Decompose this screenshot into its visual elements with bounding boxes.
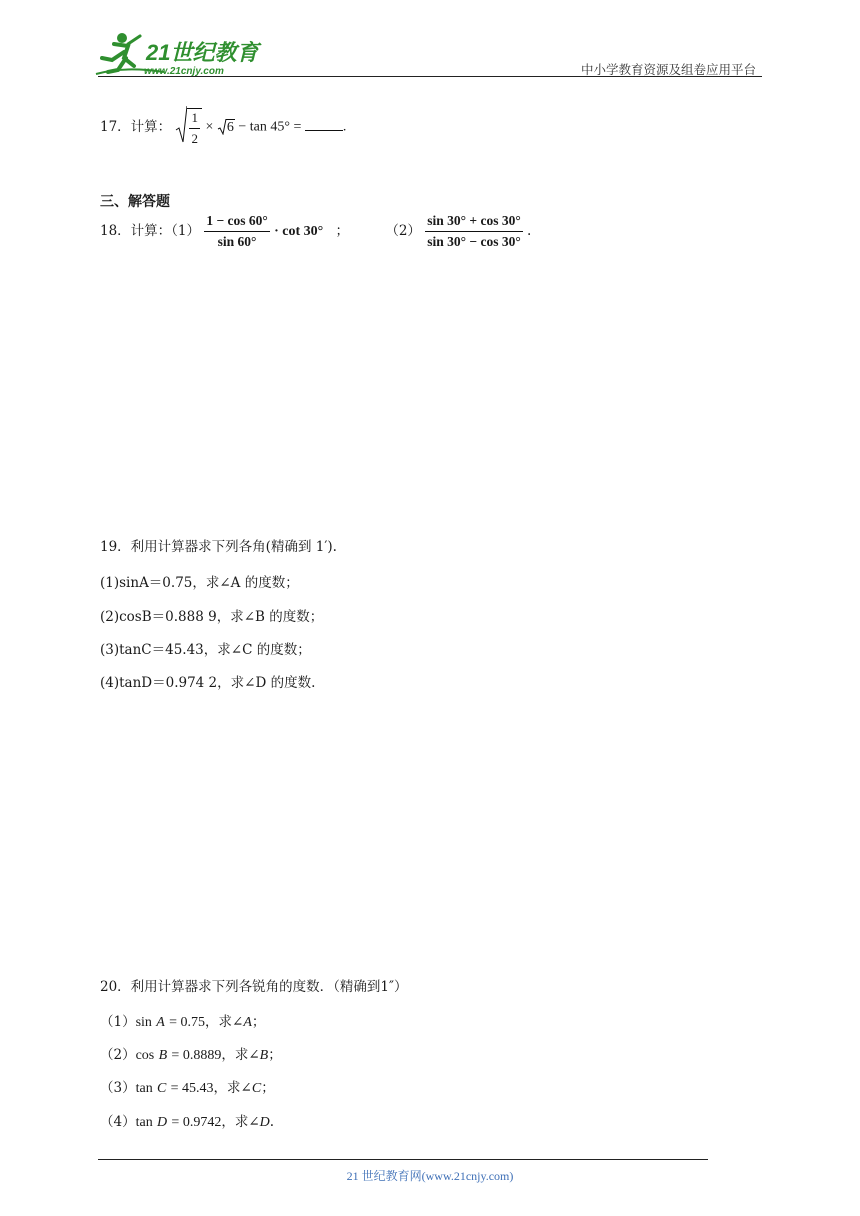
question-17 <box>100 108 346 147</box>
q19-item: (3)tanC＝45.43，求∠C 的度数； <box>100 642 311 658</box>
header-divider <box>98 76 762 77</box>
section-title: 三、解答题 <box>100 194 170 210</box>
times-sign: × <box>205 119 214 135</box>
logo-url: www.21cnjy.com <box>144 66 224 77</box>
period: . <box>527 223 532 239</box>
q19-item: (4)tanD＝0.974 2，求∠D 的度数. <box>100 675 316 691</box>
q20-item: （2）cos B = 0.8889，求∠B； <box>100 1047 282 1063</box>
q17-expression: $\frac{1}{2}$ × 6 − tan 45° = . <box>175 108 346 147</box>
q20-item: （3）tan C = 45.43，求∠C； <box>100 1080 275 1096</box>
q18-label: 18．计算：（1） <box>100 223 201 239</box>
question-18 <box>100 213 531 250</box>
q18-fraction-2: $\frac{\sin 30^\circ + \cos 30^\circ}{\sin 30^\circ - \cos 30^\circ}$ <box>427 213 521 249</box>
q18-part1-tail: · cot 30° <box>274 224 324 239</box>
site-logo <box>94 30 264 78</box>
sqrt-sign-icon <box>175 106 187 144</box>
q20-item: （1）sin A = 0.75，求∠A； <box>100 1014 266 1030</box>
answer-blank[interactable] <box>305 118 343 131</box>
footer-divider <box>98 1159 708 1160</box>
question-20-title: 20．利用计算器求下列各锐角的度数．（精确到1″） <box>100 979 408 995</box>
q18-part2-label: （2） <box>385 223 421 239</box>
question-19-title: 19．利用计算器求下列各角(精确到 1′). <box>100 539 337 555</box>
q19-item: (1)sinA＝0.75，求∠A 的度数； <box>100 575 299 591</box>
logo-text: 21世纪教育 <box>146 40 259 65</box>
q18-fraction-1: $\frac{1 - \cos 60^\circ}{\sin 60^\circ}$ <box>206 213 268 249</box>
q20-item: （4）tan D = 0.9742，求∠D. <box>100 1114 275 1130</box>
separator: ； <box>335 223 350 239</box>
q19-item: (2)cosB＝0.888 9，求∠B 的度数； <box>100 609 324 625</box>
runner-logo-icon <box>94 30 264 78</box>
footer-link[interactable]: 21 世纪教育网(www.21cnjy.com) <box>346 1169 514 1183</box>
platform-name: 中小学教育资源及组卷应用平台 <box>580 62 756 77</box>
sqrt-sign-icon <box>217 119 227 135</box>
q17-label: 17．计算： <box>100 119 172 135</box>
q17-fraction: $\frac{1}{2}$ <box>191 110 198 146</box>
